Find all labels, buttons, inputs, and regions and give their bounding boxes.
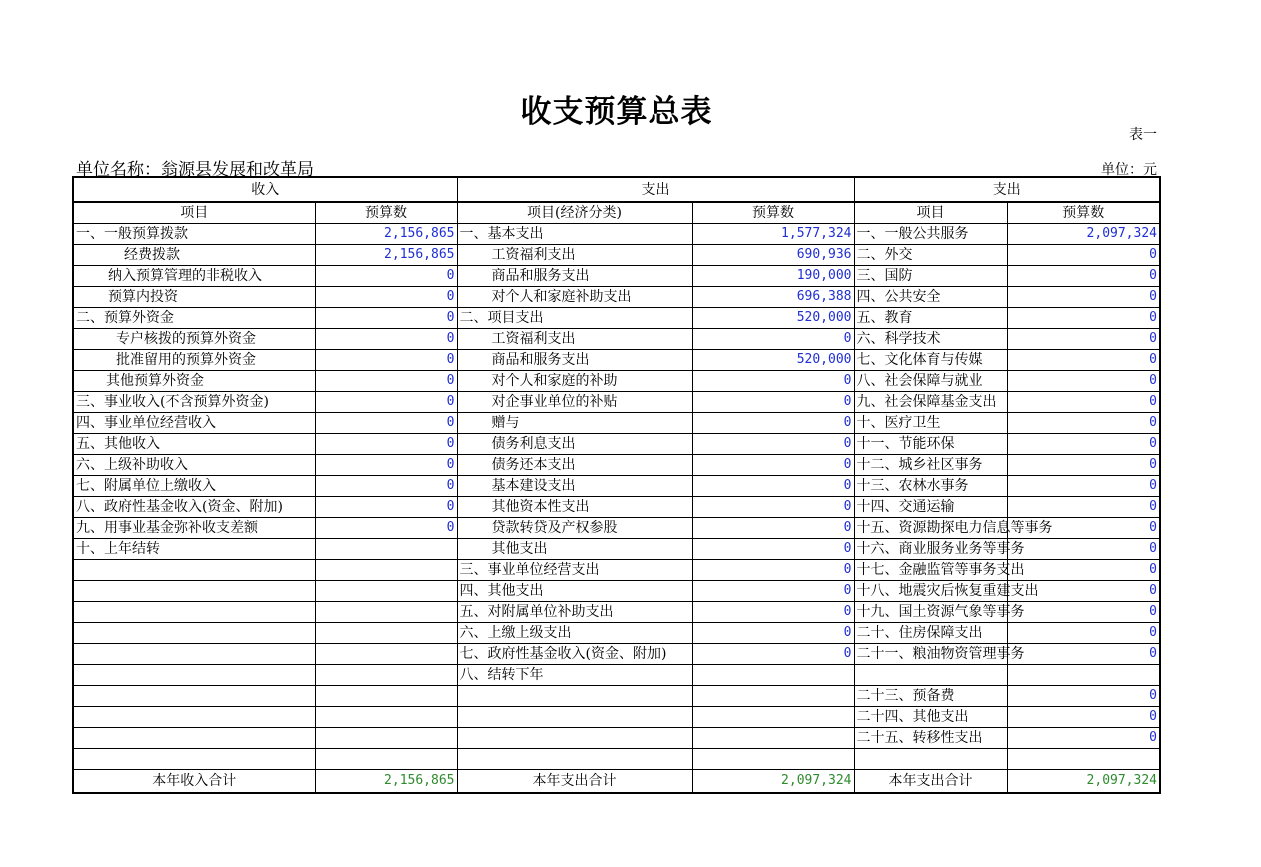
table-row	[73, 728, 1160, 749]
expense-econ-item: 一、基本支出	[457, 224, 692, 245]
table-row	[73, 749, 1160, 770]
income-budget	[315, 686, 457, 707]
expense-func-item: 十二、城乡社区事务	[854, 455, 1007, 476]
table-row	[73, 602, 1160, 623]
expense-func-total-label: 本年支出合计	[854, 770, 1007, 794]
income-item	[73, 749, 315, 770]
expense-econ-item: 三、事业单位经营支出	[457, 560, 692, 581]
header-income: 收入	[73, 177, 457, 202]
header-budget: 预算数	[315, 202, 457, 224]
expense-func-item: 二、外交	[854, 245, 1007, 266]
income-item: 纳入预算管理的非税收入	[73, 266, 315, 287]
income-budget: 0	[315, 455, 457, 476]
table-row	[73, 623, 1160, 644]
income-budget: 0	[315, 434, 457, 455]
table-row	[73, 686, 1160, 707]
expense-func-item: 六、科学技术	[854, 329, 1007, 350]
expense-econ-item: 工资福利支出	[457, 245, 692, 266]
expense-func-budget: 0	[1007, 518, 1160, 539]
expense-econ-budget: 0	[692, 476, 854, 497]
expense-func-budget: 0	[1007, 476, 1160, 497]
expense-func-budget: 0	[1007, 602, 1160, 623]
income-total-label: 本年收入合计	[73, 770, 315, 794]
table-number: 表一	[1129, 127, 1157, 143]
income-budget	[315, 623, 457, 644]
header-row-sections	[73, 177, 1160, 202]
expense-econ-budget	[692, 749, 854, 770]
income-budget	[315, 560, 457, 581]
expense-econ-item: 基本建设支出	[457, 476, 692, 497]
expense-func-item: 三、国防	[854, 266, 1007, 287]
income-budget: 0	[315, 497, 457, 518]
expense-econ-budget: 696,388	[692, 287, 854, 308]
expense-econ-budget: 190,000	[692, 266, 854, 287]
expense-econ-budget: 0	[692, 329, 854, 350]
expense-func-budget: 0	[1007, 539, 1160, 560]
table-row	[73, 266, 1160, 287]
expense-func-budget: 0	[1007, 644, 1160, 665]
table-row	[73, 497, 1160, 518]
expense-func-item: 二十三、预备费	[854, 686, 1007, 707]
income-item: 其他预算外资金	[73, 371, 315, 392]
table-row	[73, 581, 1160, 602]
expense-econ-item: 工资福利支出	[457, 329, 692, 350]
header-item: 项目	[73, 202, 315, 224]
expense-func-budget	[1007, 665, 1160, 686]
expense-func-item: 十七、金融监管等事务支出	[854, 560, 1007, 581]
income-budget: 0	[315, 371, 457, 392]
expense-econ-item	[457, 707, 692, 728]
expense-func-item: 八、社会保障与就业	[854, 371, 1007, 392]
income-budget	[315, 728, 457, 749]
expense-total-value: 2,097,324	[692, 770, 854, 794]
budget-summary-table	[72, 176, 1161, 794]
table-row	[73, 455, 1160, 476]
expense-econ-budget	[692, 707, 854, 728]
expense-econ-item: 对个人和家庭的补助	[457, 371, 692, 392]
income-budget: 0	[315, 329, 457, 350]
table-row	[73, 539, 1160, 560]
expense-func-budget: 0	[1007, 623, 1160, 644]
income-budget: 0	[315, 350, 457, 371]
income-budget	[315, 539, 457, 560]
header-expense-function: 支出	[854, 177, 1160, 202]
income-budget: 0	[315, 413, 457, 434]
expense-func-budget: 0	[1007, 497, 1160, 518]
expense-func-item: 十五、资源勘探电力信息等事务	[854, 518, 1007, 539]
income-budget: 0	[315, 392, 457, 413]
expense-func-item: 二十五、转移性支出	[854, 728, 1007, 749]
expense-econ-item	[457, 749, 692, 770]
income-budget: 0	[315, 308, 457, 329]
income-item: 专户核拨的预算外资金	[73, 329, 315, 350]
income-budget	[315, 644, 457, 665]
table-row	[73, 224, 1160, 245]
expense-total-label: 本年支出合计	[457, 770, 692, 794]
page-title: 收支预算总表	[520, 94, 713, 130]
expense-econ-item: 其他资本性支出	[457, 497, 692, 518]
expense-econ-budget: 0	[692, 497, 854, 518]
expense-func-item: 十、医疗卫生	[854, 413, 1007, 434]
expense-func-budget: 0	[1007, 581, 1160, 602]
table-row	[73, 371, 1160, 392]
table-row	[73, 308, 1160, 329]
income-item: 七、附属单位上缴收入	[73, 476, 315, 497]
expense-econ-item: 对个人和家庭补助支出	[457, 287, 692, 308]
table-row	[73, 476, 1160, 497]
income-item: 二、预算外资金	[73, 308, 315, 329]
expense-econ-budget: 0	[692, 413, 854, 434]
expense-econ-budget: 0	[692, 518, 854, 539]
expense-func-item: 一、一般公共服务	[854, 224, 1007, 245]
header-item-2: 项目	[854, 202, 1007, 224]
expense-econ-item: 其他支出	[457, 539, 692, 560]
income-item	[73, 602, 315, 623]
expense-econ-item: 二、项目支出	[457, 308, 692, 329]
expense-func-budget: 0	[1007, 560, 1160, 581]
income-item	[73, 686, 315, 707]
expense-econ-budget: 520,000	[692, 350, 854, 371]
expense-econ-item: 债务利息支出	[457, 434, 692, 455]
expense-func-budget: 0	[1007, 308, 1160, 329]
expense-func-item: 十六、商业服务业务等事务	[854, 539, 1007, 560]
table-row	[73, 707, 1160, 728]
income-item: 经费拨款	[73, 245, 315, 266]
income-item	[73, 665, 315, 686]
income-budget	[315, 602, 457, 623]
expense-func-budget: 0	[1007, 371, 1160, 392]
currency-unit: 单位：元	[1101, 162, 1157, 178]
income-item: 十、上年结转	[73, 539, 315, 560]
expense-econ-budget: 0	[692, 455, 854, 476]
table-row	[73, 644, 1160, 665]
expense-econ-budget: 0	[692, 560, 854, 581]
expense-econ-budget	[692, 686, 854, 707]
income-item: 六、上级补助收入	[73, 455, 315, 476]
expense-econ-item: 贷款转贷及产权参股	[457, 518, 692, 539]
expense-func-item: 十一、节能环保	[854, 434, 1007, 455]
expense-econ-budget: 0	[692, 602, 854, 623]
expense-func-total-value: 2,097,324	[1007, 770, 1160, 794]
table-row	[73, 665, 1160, 686]
income-item: 预算内投资	[73, 287, 315, 308]
table-row	[73, 413, 1160, 434]
expense-func-item: 十八、地震灾后恢复重建支出	[854, 581, 1007, 602]
expense-func-budget: 0	[1007, 350, 1160, 371]
table-row	[73, 287, 1160, 308]
expense-func-budget: 0	[1007, 728, 1160, 749]
income-budget: 0	[315, 266, 457, 287]
expense-func-item: 二十四、其他支出	[854, 707, 1007, 728]
income-total-value: 2,156,865	[315, 770, 457, 794]
income-item: 九、用事业基金弥补收支差额	[73, 518, 315, 539]
expense-func-item	[854, 749, 1007, 770]
expense-econ-budget: 0	[692, 392, 854, 413]
expense-econ-budget: 690,936	[692, 245, 854, 266]
expense-econ-item: 对企事业单位的补贴	[457, 392, 692, 413]
income-budget	[315, 665, 457, 686]
expense-econ-item: 八、结转下年	[457, 665, 692, 686]
expense-func-item: 七、文化体育与传媒	[854, 350, 1007, 371]
expense-econ-budget: 0	[692, 371, 854, 392]
header-budget-2: 预算数	[692, 202, 854, 224]
expense-econ-item	[457, 728, 692, 749]
expense-econ-budget: 1,577,324	[692, 224, 854, 245]
table-row	[73, 518, 1160, 539]
expense-func-item: 四、公共安全	[854, 287, 1007, 308]
expense-econ-item: 赠与	[457, 413, 692, 434]
table-row	[73, 350, 1160, 371]
unit-name: 单位名称：翁源县发展和改革局	[76, 160, 314, 180]
expense-func-budget: 0	[1007, 329, 1160, 350]
table-row	[73, 560, 1160, 581]
income-item	[73, 644, 315, 665]
expense-econ-item: 五、对附属单位补助支出	[457, 602, 692, 623]
table-row	[73, 434, 1160, 455]
expense-econ-budget: 0	[692, 434, 854, 455]
table-row	[73, 329, 1160, 350]
expense-func-item: 十四、交通运输	[854, 497, 1007, 518]
expense-func-item: 二十一、粮油物资管理事务	[854, 644, 1007, 665]
expense-func-budget: 0	[1007, 392, 1160, 413]
income-item: 四、事业单位经营收入	[73, 413, 315, 434]
totals-row	[73, 770, 1160, 794]
expense-econ-item: 债务还本支出	[457, 455, 692, 476]
expense-econ-item: 商品和服务支出	[457, 350, 692, 371]
expense-func-budget: 0	[1007, 266, 1160, 287]
expense-func-item: 二十、住房保障支出	[854, 623, 1007, 644]
expense-econ-item	[457, 686, 692, 707]
income-budget: 0	[315, 476, 457, 497]
expense-econ-budget: 0	[692, 539, 854, 560]
income-budget: 2,156,865	[315, 245, 457, 266]
income-item	[73, 728, 315, 749]
expense-econ-budget	[692, 665, 854, 686]
income-item: 三、事业收入(不含预算外资金)	[73, 392, 315, 413]
expense-econ-budget: 0	[692, 623, 854, 644]
table-row	[73, 392, 1160, 413]
income-item: 八、政府性基金收入(资金、附加)	[73, 497, 315, 518]
expense-func-item: 九、社会保障基金支出	[854, 392, 1007, 413]
income-item	[73, 560, 315, 581]
expense-econ-item: 七、政府性基金收入(资金、附加)	[457, 644, 692, 665]
expense-econ-item: 六、上缴上级支出	[457, 623, 692, 644]
header-item-econ: 项目(经济分类)	[457, 202, 692, 224]
income-budget: 2,156,865	[315, 224, 457, 245]
expense-func-item	[854, 665, 1007, 686]
header-budget-3: 预算数	[1007, 202, 1160, 224]
expense-func-item: 十三、农林水事务	[854, 476, 1007, 497]
expense-func-item: 五、教育	[854, 308, 1007, 329]
expense-func-budget: 0	[1007, 455, 1160, 476]
income-item	[73, 581, 315, 602]
income-item	[73, 707, 315, 728]
expense-econ-budget	[692, 728, 854, 749]
expense-func-item: 十九、国土资源气象等事务	[854, 602, 1007, 623]
expense-func-budget: 0	[1007, 413, 1160, 434]
header-expense: 支出	[457, 177, 854, 202]
income-budget: 0	[315, 518, 457, 539]
income-budget	[315, 581, 457, 602]
income-item: 五、其他收入	[73, 434, 315, 455]
expense-econ-budget: 0	[692, 644, 854, 665]
expense-func-budget: 0	[1007, 287, 1160, 308]
expense-func-budget: 0	[1007, 686, 1160, 707]
expense-econ-item: 四、其他支出	[457, 581, 692, 602]
income-item: 批准留用的预算外资金	[73, 350, 315, 371]
income-budget	[315, 707, 457, 728]
table-row	[73, 245, 1160, 266]
expense-func-budget	[1007, 749, 1160, 770]
expense-func-budget: 0	[1007, 707, 1160, 728]
expense-func-budget: 0	[1007, 434, 1160, 455]
income-budget: 0	[315, 287, 457, 308]
income-item: 一、一般预算拨款	[73, 224, 315, 245]
income-budget	[315, 749, 457, 770]
expense-econ-budget: 0	[692, 581, 854, 602]
expense-econ-budget: 520,000	[692, 308, 854, 329]
header-row-columns	[73, 202, 1160, 224]
expense-func-budget: 0	[1007, 245, 1160, 266]
income-item	[73, 623, 315, 644]
expense-econ-item: 商品和服务支出	[457, 266, 692, 287]
expense-func-budget: 2,097,324	[1007, 224, 1160, 245]
